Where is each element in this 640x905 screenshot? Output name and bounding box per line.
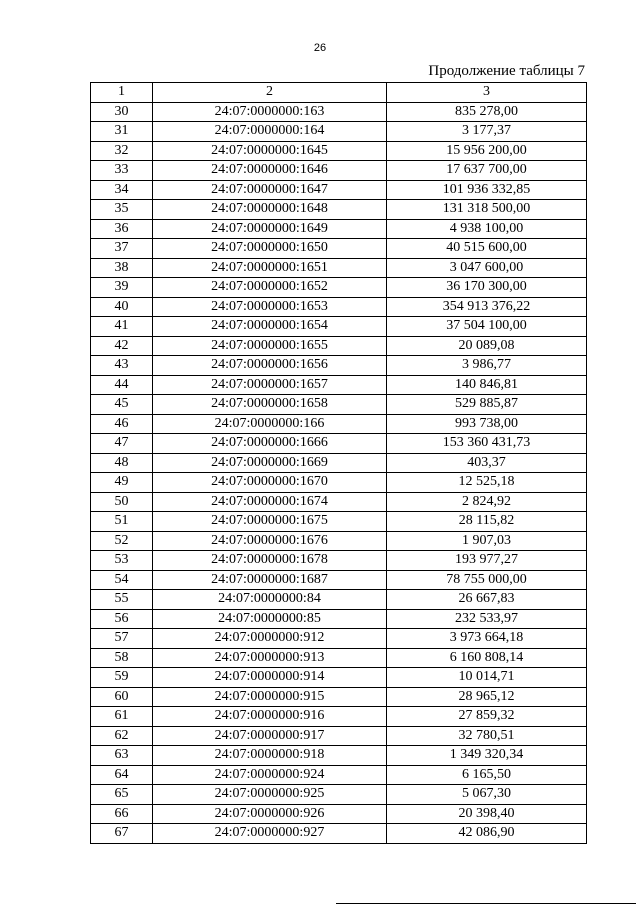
- column-header-value: 3: [387, 83, 587, 103]
- row-number-cell: 63: [91, 746, 153, 766]
- cadastral-number-cell: 24:07:0000000:912: [153, 629, 387, 649]
- cadastral-number-cell: 24:07:0000000:1649: [153, 219, 387, 239]
- row-number-cell: 31: [91, 122, 153, 142]
- value-cell: 5 067,30: [387, 785, 587, 805]
- value-cell: 232 533,97: [387, 609, 587, 629]
- cadastral-number-cell: 24:07:0000000:924: [153, 765, 387, 785]
- value-cell: 32 780,51: [387, 726, 587, 746]
- cadastral-number-cell: 24:07:0000000:163: [153, 102, 387, 122]
- row-number-cell: 46: [91, 414, 153, 434]
- table-row: [91, 317, 587, 337]
- cadastral-number-cell: 24:07:0000000:1646: [153, 161, 387, 181]
- value-cell: 4 938 100,00: [387, 219, 587, 239]
- cadastral-number-cell: 24:07:0000000:914: [153, 668, 387, 688]
- table-row: [91, 765, 587, 785]
- cadastral-number-cell: 24:07:0000000:1655: [153, 336, 387, 356]
- cadastral-number-cell: 24:07:0000000:1653: [153, 297, 387, 317]
- table-row: [91, 570, 587, 590]
- cadastral-number-cell: 24:07:0000000:916: [153, 707, 387, 727]
- table-row: [91, 551, 587, 571]
- table-row: [91, 102, 587, 122]
- row-number-cell: 49: [91, 473, 153, 493]
- row-number-cell: 66: [91, 804, 153, 824]
- table-row: [91, 531, 587, 551]
- cadastral-number-cell: 24:07:0000000:1674: [153, 492, 387, 512]
- table-row: [91, 668, 587, 688]
- value-cell: 101 936 332,85: [387, 180, 587, 200]
- cadastral-number-cell: 24:07:0000000:1666: [153, 434, 387, 454]
- value-cell: 3 973 664,18: [387, 629, 587, 649]
- value-cell: 6 160 808,14: [387, 648, 587, 668]
- row-number-cell: 33: [91, 161, 153, 181]
- cadastral-number-cell: 24:07:0000000:926: [153, 804, 387, 824]
- row-number-cell: 43: [91, 356, 153, 376]
- row-number-cell: 62: [91, 726, 153, 746]
- table-continuation-label: Продолжение таблицы 7: [428, 63, 585, 79]
- cadastral-number-cell: 24:07:0000000:918: [153, 746, 387, 766]
- row-number-cell: 45: [91, 395, 153, 415]
- cadastral-number-cell: 24:07:0000000:1687: [153, 570, 387, 590]
- cadastral-number-cell: 24:07:0000000:1670: [153, 473, 387, 493]
- table-row: [91, 258, 587, 278]
- table-row: [91, 278, 587, 298]
- row-number-cell: 36: [91, 219, 153, 239]
- value-cell: 835 278,00: [387, 102, 587, 122]
- value-cell: 12 525,18: [387, 473, 587, 493]
- row-number-cell: 55: [91, 590, 153, 610]
- table-row: [91, 590, 587, 610]
- row-number-cell: 60: [91, 687, 153, 707]
- bottom-divider: [336, 903, 636, 904]
- row-number-cell: 30: [91, 102, 153, 122]
- row-number-cell: 34: [91, 180, 153, 200]
- cadastral-number-cell: 24:07:0000000:1678: [153, 551, 387, 571]
- table-row: [91, 726, 587, 746]
- cadastral-number-cell: 24:07:0000000:1650: [153, 239, 387, 259]
- table-row: [91, 180, 587, 200]
- cadastral-number-cell: 24:07:0000000:927: [153, 824, 387, 844]
- value-cell: 15 956 200,00: [387, 141, 587, 161]
- value-cell: 1 907,03: [387, 531, 587, 551]
- cadastral-number-cell: 24:07:0000000:917: [153, 726, 387, 746]
- cadastral-number-cell: 24:07:0000000:915: [153, 687, 387, 707]
- row-number-cell: 48: [91, 453, 153, 473]
- value-cell: 27 859,32: [387, 707, 587, 727]
- cadastral-number-cell: 24:07:0000000:85: [153, 609, 387, 629]
- row-number-cell: 39: [91, 278, 153, 298]
- row-number-cell: 51: [91, 512, 153, 532]
- value-cell: 131 318 500,00: [387, 200, 587, 220]
- value-cell: 529 885,87: [387, 395, 587, 415]
- row-number-cell: 35: [91, 200, 153, 220]
- table-row: [91, 453, 587, 473]
- cadastral-number-cell: 24:07:0000000:1656: [153, 356, 387, 376]
- table-row: [91, 687, 587, 707]
- value-cell: 3 986,77: [387, 356, 587, 376]
- cadastral-number-cell: 24:07:0000000:1675: [153, 512, 387, 532]
- table-row: [91, 297, 587, 317]
- row-number-cell: 37: [91, 239, 153, 259]
- column-header-number: 1: [91, 83, 153, 103]
- table-row: [91, 804, 587, 824]
- cadastral-number-cell: 24:07:0000000:913: [153, 648, 387, 668]
- value-cell: 403,37: [387, 453, 587, 473]
- table-row: [91, 512, 587, 532]
- row-number-cell: 54: [91, 570, 153, 590]
- row-number-cell: 58: [91, 648, 153, 668]
- value-cell: 140 846,81: [387, 375, 587, 395]
- table-header-row: [91, 83, 587, 103]
- cadastral-value-table: [90, 82, 587, 844]
- value-cell: 153 360 431,73: [387, 434, 587, 454]
- table-row: [91, 375, 587, 395]
- table-row: [91, 492, 587, 512]
- value-cell: 20 398,40: [387, 804, 587, 824]
- table-row: [91, 609, 587, 629]
- row-number-cell: 50: [91, 492, 153, 512]
- row-number-cell: 64: [91, 765, 153, 785]
- cadastral-number-cell: 24:07:0000000:1647: [153, 180, 387, 200]
- value-cell: 28 115,82: [387, 512, 587, 532]
- cadastral-number-cell: 24:07:0000000:84: [153, 590, 387, 610]
- value-cell: 37 504 100,00: [387, 317, 587, 337]
- table-row: [91, 200, 587, 220]
- cadastral-number-cell: 24:07:0000000:1652: [153, 278, 387, 298]
- value-cell: 193 977,27: [387, 551, 587, 571]
- value-cell: 40 515 600,00: [387, 239, 587, 259]
- value-cell: 2 824,92: [387, 492, 587, 512]
- value-cell: 993 738,00: [387, 414, 587, 434]
- cadastral-number-cell: 24:07:0000000:1651: [153, 258, 387, 278]
- cadastral-number-cell: 24:07:0000000:166: [153, 414, 387, 434]
- value-cell: 26 667,83: [387, 590, 587, 610]
- table-row: [91, 707, 587, 727]
- value-cell: 3 047 600,00: [387, 258, 587, 278]
- value-cell: 28 965,12: [387, 687, 587, 707]
- row-number-cell: 67: [91, 824, 153, 844]
- value-cell: 6 165,50: [387, 765, 587, 785]
- value-cell: 1 349 320,34: [387, 746, 587, 766]
- row-number-cell: 59: [91, 668, 153, 688]
- cadastral-number-cell: 24:07:0000000:925: [153, 785, 387, 805]
- cadastral-number-cell: 24:07:0000000:1676: [153, 531, 387, 551]
- cadastral-number-cell: 24:07:0000000:164: [153, 122, 387, 142]
- cadastral-number-cell: 24:07:0000000:1648: [153, 200, 387, 220]
- table-row: [91, 824, 587, 844]
- cadastral-number-cell: 24:07:0000000:1669: [153, 453, 387, 473]
- row-number-cell: 44: [91, 375, 153, 395]
- row-number-cell: 61: [91, 707, 153, 727]
- value-cell: 36 170 300,00: [387, 278, 587, 298]
- table-row: [91, 141, 587, 161]
- value-cell: 20 089,08: [387, 336, 587, 356]
- cadastral-number-cell: 24:07:0000000:1658: [153, 395, 387, 415]
- page-number: 26: [313, 42, 327, 54]
- table-row: [91, 122, 587, 142]
- cadastral-number-cell: 24:07:0000000:1657: [153, 375, 387, 395]
- table-row: [91, 629, 587, 649]
- table-body: [91, 102, 587, 843]
- cadastral-number-cell: 24:07:0000000:1645: [153, 141, 387, 161]
- cadastral-number-cell: 24:07:0000000:1654: [153, 317, 387, 337]
- value-cell: 42 086,90: [387, 824, 587, 844]
- table-row: [91, 746, 587, 766]
- table-row: [91, 239, 587, 259]
- row-number-cell: 42: [91, 336, 153, 356]
- row-number-cell: 32: [91, 141, 153, 161]
- table-row: [91, 648, 587, 668]
- table-row: [91, 219, 587, 239]
- value-cell: 354 913 376,22: [387, 297, 587, 317]
- row-number-cell: 65: [91, 785, 153, 805]
- row-number-cell: 56: [91, 609, 153, 629]
- table-row: [91, 434, 587, 454]
- table-row: [91, 414, 587, 434]
- column-header-cadastral-number: 2: [153, 83, 387, 103]
- value-cell: 3 177,37: [387, 122, 587, 142]
- row-number-cell: 52: [91, 531, 153, 551]
- value-cell: 10 014,71: [387, 668, 587, 688]
- row-number-cell: 38: [91, 258, 153, 278]
- row-number-cell: 47: [91, 434, 153, 454]
- value-cell: 17 637 700,00: [387, 161, 587, 181]
- table-row: [91, 473, 587, 493]
- row-number-cell: 57: [91, 629, 153, 649]
- value-cell: 78 755 000,00: [387, 570, 587, 590]
- table-row: [91, 336, 587, 356]
- row-number-cell: 40: [91, 297, 153, 317]
- table-row: [91, 395, 587, 415]
- row-number-cell: 41: [91, 317, 153, 337]
- row-number-cell: 53: [91, 551, 153, 571]
- table-row: [91, 161, 587, 181]
- table-row: [91, 785, 587, 805]
- table-row: [91, 356, 587, 376]
